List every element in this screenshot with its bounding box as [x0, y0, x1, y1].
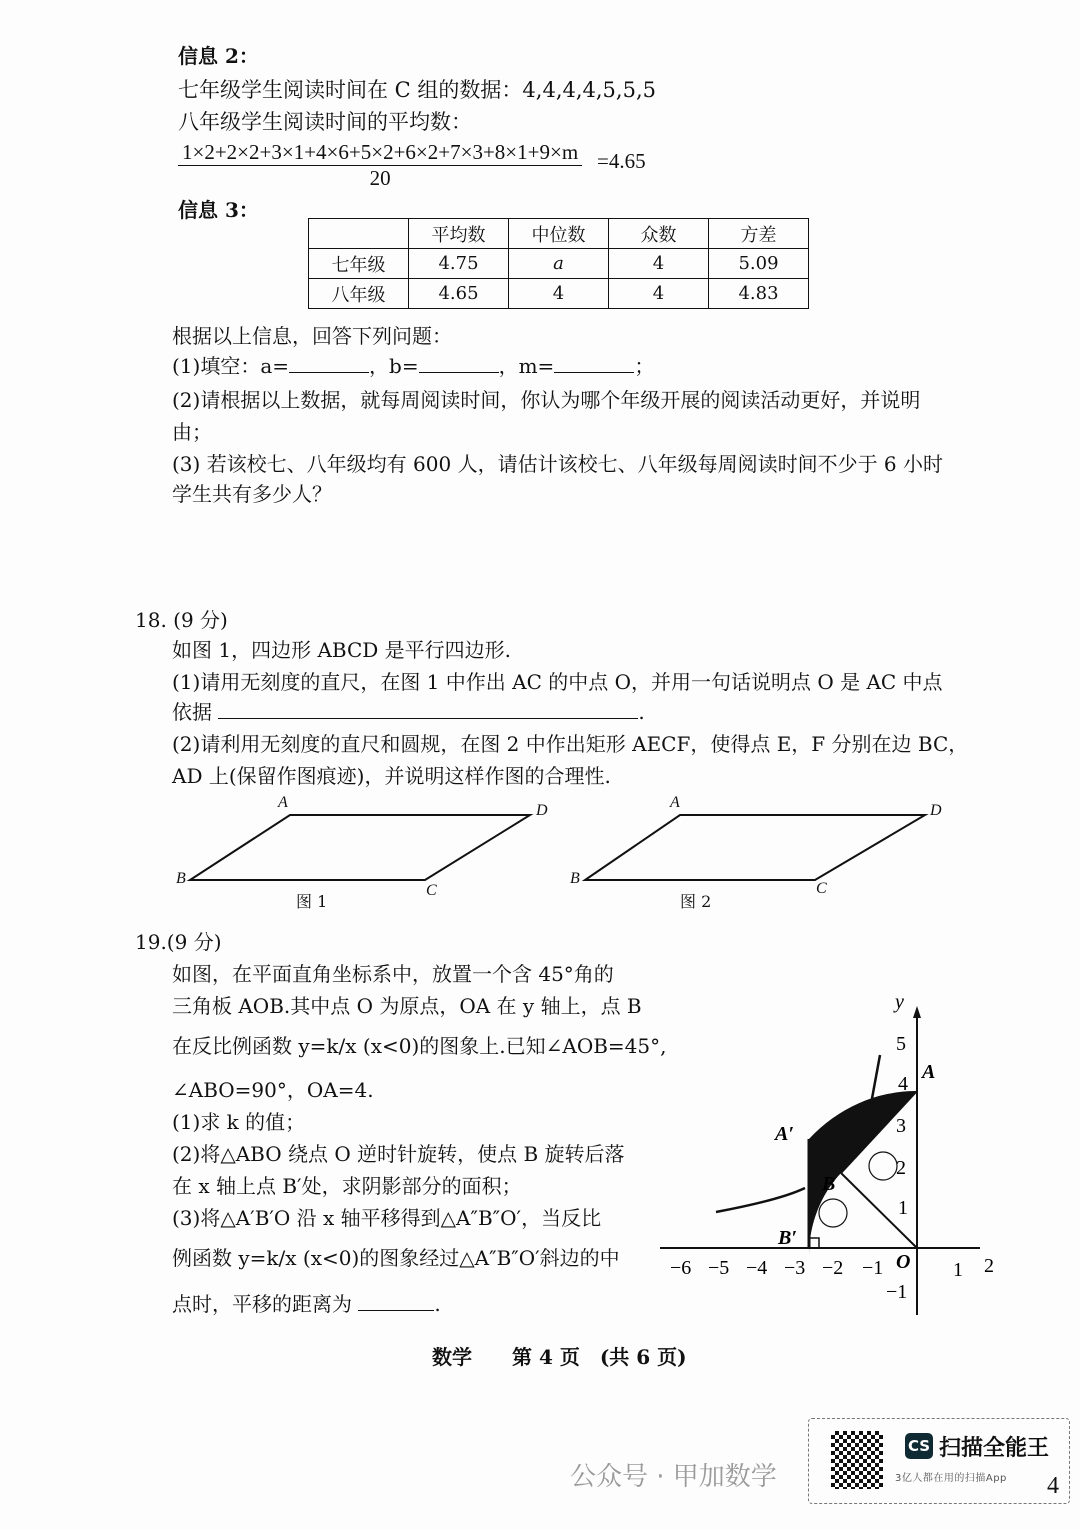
q19-line5: (1)求 k 的值； [172, 1110, 306, 1134]
q19-line9: 例函数 y=k/x (x<0)的图象经过△A″B″O′斜边的中 [172, 1246, 620, 1270]
table-cell: 七年级 [309, 249, 409, 279]
brand-name: 扫描全能王 [939, 1436, 1050, 1461]
y-tick: 5 [896, 1033, 906, 1055]
point-b-prime-label: B′ [778, 1227, 797, 1249]
fig2-label-a: A [670, 794, 680, 811]
fraction-denominator: 20 [369, 166, 391, 190]
table-cell: 八年级 [309, 279, 409, 309]
fig1-caption: 图 1 [296, 892, 328, 911]
fig1-label-a: A [278, 794, 288, 811]
fig2-label-b: B [570, 870, 580, 887]
q19-line8: (3)将△A′B′O 沿 x 轴平移得到△A″B″O′，当反比 [172, 1206, 602, 1230]
table-header: 众数 [609, 219, 709, 249]
fig1-label-c: C [426, 882, 437, 899]
q19-line1: 如图，在平面直角坐标系中，放置一个含 45°角的 [172, 962, 614, 986]
q18-line2: (1)请用无刻度的直尺，在图 1 中作出 AC 的中点 O，并用一句话说明点 O 是 AC 中点 [172, 670, 943, 694]
cs-logo: CS [905, 1433, 933, 1459]
point-b-label: B [822, 1173, 836, 1195]
y-tick: 4 [898, 1073, 908, 1095]
info2-title: 信息 2： [178, 44, 259, 68]
triangle-hole [819, 1199, 847, 1227]
q19-line3: 在反比例函数 y=k/x (x<0)的图象上.已知∠AOB=45°, [172, 1034, 667, 1058]
point-a-label: A [922, 1061, 936, 1083]
q17-part2-line2: 由； [172, 420, 212, 444]
fraction-result: =4.65 [597, 149, 646, 173]
fig2-label-c: C [816, 880, 827, 897]
fraction-numerator: 1×2+2×2+3×1+4×6+5×2+6×2+7×3+8×1+9×m [178, 140, 582, 166]
x-tick: 2 [984, 1255, 994, 1277]
y-axis-arrow-icon [913, 1006, 921, 1018]
q19-line7: 在 x 轴上点 B′处，求阴影部分的面积； [172, 1174, 522, 1198]
parallelogram-fig1 [190, 815, 530, 880]
q19-line6: (2)将△ABO 绕点 O 逆时针旋转，使点 B 旋转后落 [172, 1142, 625, 1166]
parallelogram-fig2 [585, 815, 925, 880]
x-tick: −2 [822, 1257, 844, 1279]
answer-blank-distance[interactable] [358, 1310, 434, 1311]
punct: ； [634, 354, 655, 378]
q18-line5: AD 上(保留作图痕迹)，并说明这样作图的合理性. [172, 764, 611, 788]
coordinate-graph [650, 980, 1050, 1320]
q18-line1: 如图 1，四边形 ABCD 是平行四边形. [172, 638, 512, 662]
label-b: ，b= [369, 354, 419, 378]
q18-heading: 18. (9 分) [135, 608, 228, 632]
q19-heading: 19.(9 分) [135, 930, 222, 954]
q17-prompt: 根据以上信息，回答下列问题： [172, 324, 452, 348]
q19-line10 [172, 1290, 441, 1318]
x-tick: −4 [746, 1257, 768, 1279]
point-a-prime-label: A′ [775, 1123, 794, 1145]
table-cell: 4 [509, 279, 609, 309]
x-tick: −5 [708, 1257, 730, 1279]
q18-basis-label: 依据 [172, 700, 212, 724]
tagline: 3亿人都在用的扫描App [895, 1473, 1007, 1484]
x-tick: −3 [784, 1257, 806, 1279]
hyperbola-left [716, 1188, 805, 1212]
table-cell: 4.65 [409, 279, 509, 309]
q19-line4: ∠ABO=90°，OA=4. [172, 1078, 374, 1102]
q19-line2: 三角板 AOB.其中点 O 为原点，OA 在 y 轴上，点 B [172, 994, 642, 1018]
punct: . [434, 1292, 441, 1316]
q18-line4: (2)请利用无刻度的直尺和圆规，在图 2 中作出矩形 AECF，使得点 E，F 分别在边 BC， [172, 732, 969, 756]
table-cell: 4.75 [409, 249, 509, 279]
info2-line2: 八年级学生阅读时间的平均数： [178, 110, 472, 134]
y-tick: −1 [886, 1281, 908, 1303]
table-header: 方差 [709, 219, 809, 249]
q19-distance-label: 点时，平移的距离为 [172, 1292, 352, 1316]
q18-line3: 依据 . [172, 700, 645, 724]
qr-code [831, 1431, 883, 1489]
fig2-label-d: D [930, 802, 942, 819]
table-cell: 5.09 [709, 249, 809, 279]
q17-part3-line2: 学生共有多少人？ [172, 482, 332, 506]
info3-title: 信息 3： [178, 198, 259, 222]
table-cell: 4 [609, 279, 709, 309]
y-tick: 1 [898, 1197, 908, 1219]
q17-part3-line1: (3) 若该校七、八年级均有 600 人，请估计该校七、八年级每周阅读时间不少于 6 小时 [172, 452, 944, 476]
y-tick: 3 [896, 1115, 906, 1137]
table-cell: 4 [609, 249, 709, 279]
y-tick: 2 [896, 1157, 906, 1179]
origin-label: O [896, 1251, 911, 1273]
x-tick: −6 [670, 1257, 692, 1279]
fig2-caption: 图 2 [680, 892, 712, 911]
x-tick: 1 [953, 1259, 963, 1281]
label-a: (1)填空：a= [172, 354, 290, 378]
fig1-label-d: D [536, 802, 548, 819]
account-watermark: 公众号 · 甲加数学 [570, 1462, 777, 1492]
q17-part2-line1: (2)请根据以上数据，就每周阅读时间，你认为哪个年级开展的阅读活动更好，并说明 [172, 388, 921, 412]
y-axis-label: y [895, 991, 904, 1013]
table-cell: a [509, 249, 609, 279]
table-header: 平均数 [409, 219, 509, 249]
x-tick: −1 [862, 1257, 884, 1279]
fig1-label-b: B [176, 870, 186, 887]
table-cell: 4.83 [709, 279, 809, 309]
triangle-hole [869, 1152, 897, 1180]
table-header: 中位数 [509, 219, 609, 249]
label-m: ，m= [498, 354, 555, 378]
scanner-watermark [808, 1418, 1070, 1504]
page-number: 4 [1047, 1473, 1059, 1499]
info2-line1: 七年级学生阅读时间在 C 组的数据：4,4,4,4,5,5,5 [178, 78, 656, 102]
page-footer: 数学 第 4 页 (共 6 页) [432, 1345, 687, 1369]
